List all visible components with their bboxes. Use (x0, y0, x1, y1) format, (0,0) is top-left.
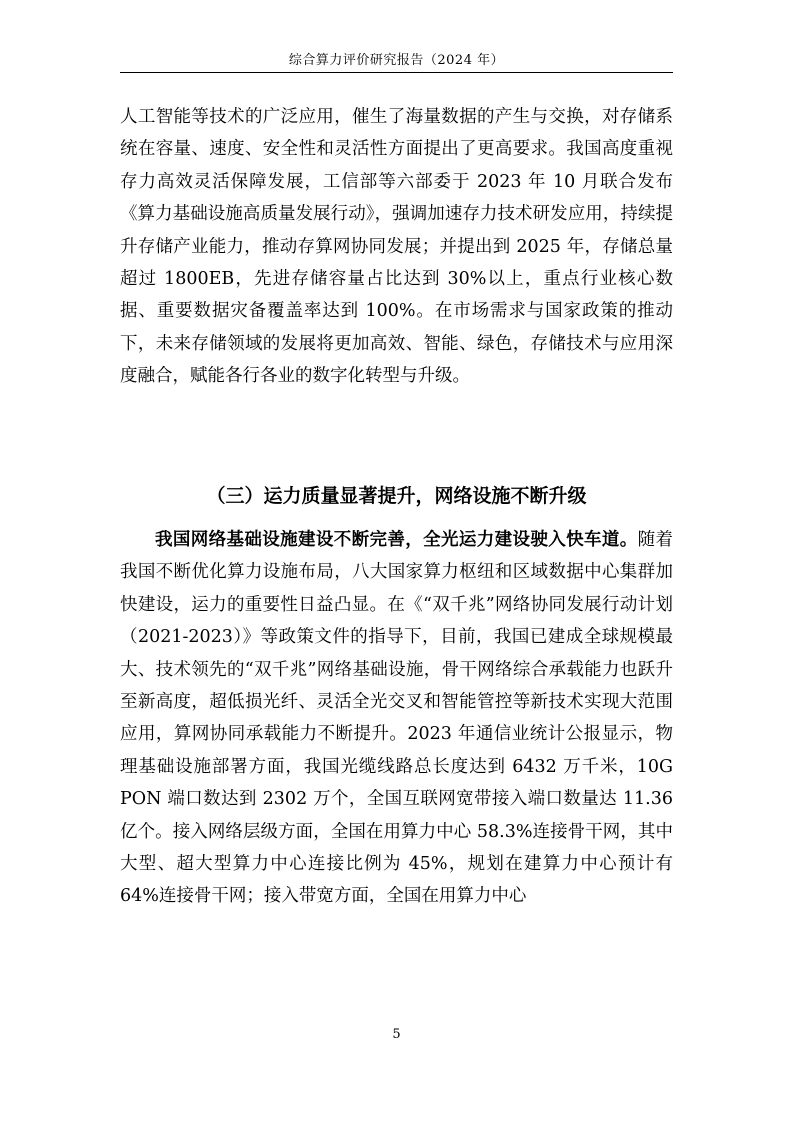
running-header: 综合算力评价研究报告（2024 年） (288, 53, 505, 68)
paragraph-lead-sentence: 我国网络基础设施建设不断完善，全光运力建设驶入快车道。 (155, 530, 638, 550)
page-number: 5 (392, 1027, 401, 1042)
body-paragraph-storage: 人工智能等技术的广泛应用，催生了海量数据的产生与交换，对存储系统在容量、速度、安全性和灵活性方面提出了更高要求。我国高度重视存力高效灵活保障发展，工信部等六部委于 2023 年 10 月联合发布《算力基础设施高质量发展行动》，强调加速存力技术研发应用，持续提升存储产业能力，推动存算网协同发展；并提出到 2025 年，存储总量超过 1800EB，先进存储容量占比达到 30%以上，重点行业核心数据、重要数据灾备覆盖率达到 100%。在市场需求与国家政策的推动下，未来存储领域的发展将更加高效、智能、绿色，存储技术与应用深度融合，赋能各行各业的数字化转型与升级。 (120, 107, 673, 387)
section-heading: （三）运力质量显著提升，网络设施不断升级 (206, 485, 587, 507)
body-paragraph-network (120, 524, 673, 913)
header-divider (120, 72, 673, 73)
paragraph-body-text: 随着我国不断优化算力设施布局，八大国家算力枢纽和区域数据中心集群加快建设，运力的重要性日益凸显。在《“双千兆”网络协同发展行动计划（2021-2023）》等政策文件的指导下，目前，我国已建成全球规模最大、技术领先的“双千兆”网络基础设施，骨干网络综合承载能力也跃升至新高度，超低损光纤、灵活全光交叉和智能管控等新技术实现大范围应用，算网协同承载能力不断提升。2023 年通信业统计公报显示，物理基础设施部署方面，我国光缆线路总长度达到 6432 万千米，10G PON 端口数达到 2302 万个，全国互联网宽带接入端口数量达 11.36 亿个。接入网络层级方面，全国在用算力中心 58.3%连接骨干网，其中大型、超大型算力中心连接比例为 45%，规划在建算力中心预计有 64%连接骨干网；接入带宽方面，全国在用算力中心 (120, 530, 673, 907)
